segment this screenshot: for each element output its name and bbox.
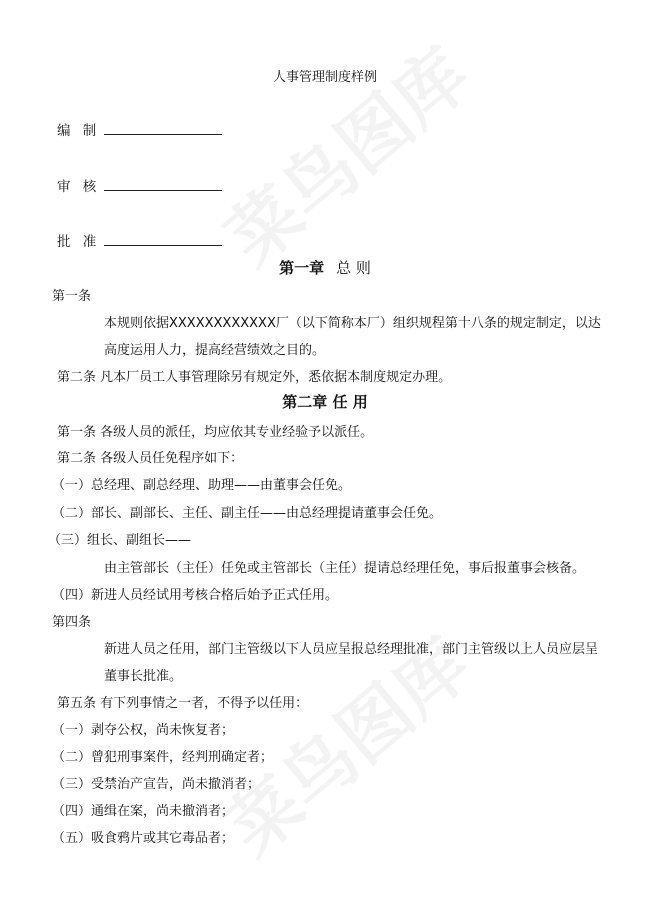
article-label: 第四条	[52, 615, 92, 630]
list-item: （二）部长、副部长、主任、副主任——由总经理提请董事会任免。	[52, 506, 443, 521]
article-label: 第一条	[52, 289, 92, 304]
article-text: 由主管部长（主任）任免或主管部长（主任）提请总经理任免，事后报董事会核备。	[104, 561, 586, 576]
article-text: 董事长批准。	[104, 669, 183, 684]
signature-line-review	[57, 175, 222, 195]
list-item: （五）吸食鸦片或其它毒品者；	[52, 831, 235, 846]
chapter-number: 第一章	[279, 259, 325, 277]
chapter-1-heading	[0, 257, 650, 278]
list-item: （四）通缉在案，尚未撤消者；	[52, 804, 235, 819]
article-text: 第一条 各级人员的派任，均应依其专业经验予以派任。	[57, 425, 374, 440]
list-item: （三）组长、副组长——	[48, 533, 192, 548]
document-title: 人事管理制度样例	[272, 70, 377, 85]
article-text: 第二条 凡本厂员工人事管理除另有规定外，悉依据本制度规定办理。	[57, 370, 452, 385]
signature-line-approve	[57, 230, 222, 250]
signature-label: 编 制	[57, 123, 101, 139]
list-item: （二）曾犯刑事案件，经判刑确定者；	[52, 750, 274, 765]
signature-line-compile	[57, 119, 222, 139]
chapter-name: 总 则	[336, 259, 371, 277]
article-text: 高度运用人力，提高经营绩效之目的。	[104, 343, 326, 358]
article-text: 第二条 各级人员任免程序如下：	[57, 451, 244, 466]
list-item: （一）总经理、副总经理、助理——由董事会任免。	[52, 478, 352, 493]
list-item: （四）新进人员经试用考核合格后始予正式任用。	[52, 588, 339, 603]
signature-blank	[104, 233, 222, 246]
signature-label: 审 核	[57, 179, 101, 195]
list-item: （三）受禁治产宣告，尚未撤消者；	[52, 777, 261, 792]
list-item: （一）剥夺公权，尚未恢复者；	[52, 723, 235, 738]
watermark	[200, 20, 487, 285]
article-text: 新进人员之任用，部门主管级以下人员应呈报总经理批准，部门主管级以上人员应层呈	[104, 642, 599, 657]
signature-label: 批 准	[57, 234, 101, 250]
signature-blank	[104, 122, 222, 135]
signature-blank	[104, 178, 222, 191]
article-text: 第五条 有下列事情之一者，不得予以任用：	[57, 696, 309, 711]
article-text: 本规则依据XXXXXXXXXXXX厂（以下简称本厂）组织规程第十八条的规定制定，以达	[104, 316, 601, 331]
chapter-2-heading: 第二章 任 用	[282, 393, 368, 411]
